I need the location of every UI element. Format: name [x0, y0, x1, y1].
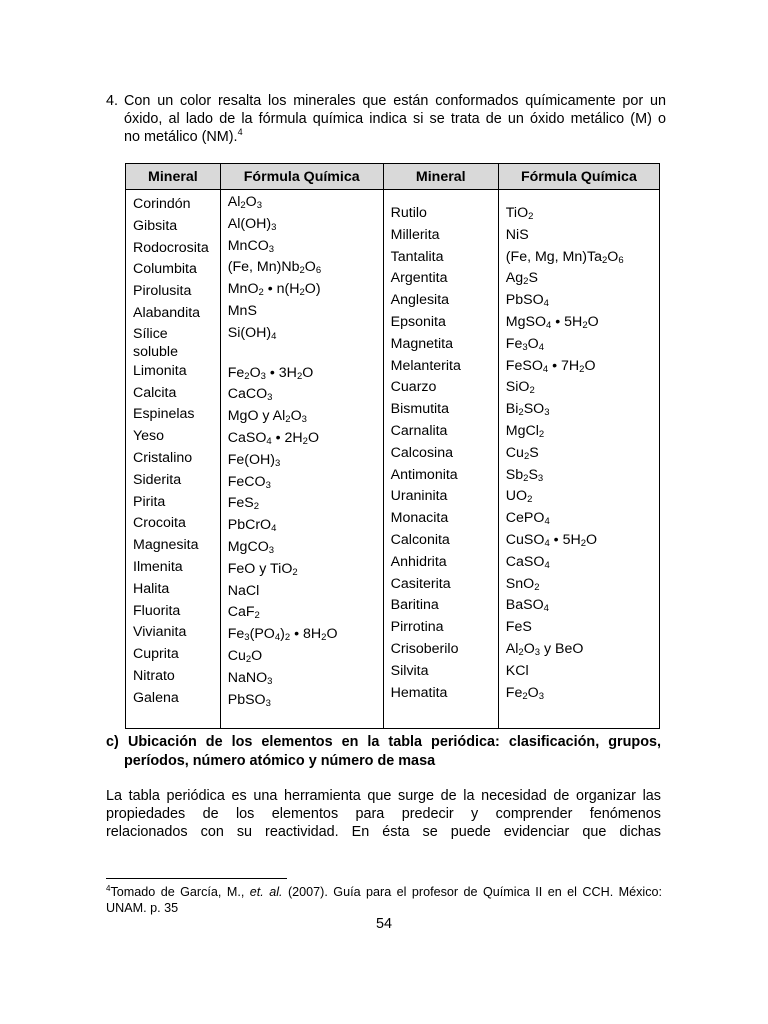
mineral-item: Pirolusita: [133, 283, 192, 300]
formula-item: $Al_2O_3$ y BeO: [505, 640, 584, 658]
formula-item: NaNO$_3$: [227, 669, 273, 687]
mineral-item: Crisoberilo: [390, 640, 459, 657]
formula-item: (Fe, $Mn)Nb_2O_6$: [227, 259, 322, 277]
paragraph-line: relacionados con su reactividad. En ésta se puede evidenciar que dichas: [106, 824, 661, 840]
mineral-item: Bismutita: [390, 401, 450, 418]
section-label: c): [106, 734, 119, 750]
formula-item: $Cu_2O$: [227, 647, 263, 665]
left-formulas-cell: [220, 190, 383, 729]
formula-item: $Fe_3O_4$: [505, 335, 544, 353]
mineral-item: Gibsita: [133, 217, 178, 234]
mineral-item: Millerita: [390, 226, 440, 243]
right-minerals-cell: [383, 190, 498, 729]
question-line: Con un color resalta los minerales que están conformados químicamente por un: [124, 93, 666, 109]
formula-item: BaSO$_4$: [505, 597, 549, 615]
formula-item: $Si(OH)_4$: [227, 324, 277, 342]
mineral-item: Pirrotina: [390, 619, 444, 636]
formula-item: FeSO$_4$ • $7H_2O$: [505, 357, 596, 375]
formula-item: CaSO$_4$: [505, 553, 550, 571]
formula-item: KCl: [505, 662, 529, 679]
formula-item: NiS: [505, 226, 529, 243]
footnote-line: UNAM. p. 35: [106, 901, 179, 915]
mineral-item: Silvita: [390, 662, 429, 679]
mineral-item: Epsonita: [390, 313, 446, 330]
page-number: 54: [375, 916, 392, 932]
paragraph-line: La tabla periódica es una herramienta que surge de la necesidad de organizar las: [106, 788, 661, 804]
mineral-item: Columbita: [133, 261, 197, 278]
question-text: [106, 92, 666, 146]
formula-item: $Bi_2SO_3$: [505, 401, 550, 419]
mineral-item: Tantalita: [390, 248, 444, 265]
mineral-item: Nitrato: [133, 667, 175, 684]
formula-item: MnCO$_3$: [227, 237, 275, 255]
question-line: no metálico (NM).: [124, 129, 238, 145]
question-line-last: [124, 128, 666, 146]
minerals-table: [125, 163, 660, 729]
mineral-item: Espinelas: [133, 406, 195, 423]
mineral-item: Corindón: [133, 196, 191, 212]
mineral-item: Rodocrosita: [133, 239, 209, 256]
formula-item: MgSO$_4$ • $5H_2O$: [505, 313, 599, 331]
formula-item: $Al_2O_3$: [227, 194, 262, 211]
mineral-item: Cuprita: [133, 646, 179, 663]
mineral-item: Pirita: [133, 493, 166, 510]
paragraph-line: propiedades de los elementos para predecir y comprender fenómenos: [106, 806, 661, 822]
table-body-row: [126, 190, 660, 729]
mineral-item: Alabandita: [133, 304, 201, 321]
formula-item: $Fe(OH)_3$: [227, 451, 281, 469]
formula-item: SnO$_2$: [505, 575, 540, 593]
formula-item: $Al(OH)_3$: [227, 215, 277, 233]
section-c-heading: [106, 733, 661, 771]
formula-item: MnO$_2$ • $n(H_2O)$: [227, 281, 321, 299]
mineral-item: Monacita: [390, 510, 449, 527]
mineral-item: Uraninita: [390, 488, 448, 505]
mineral-item: Calcita: [133, 384, 177, 401]
formula-item: CuSO$_4$ • $5H_2O$: [505, 531, 598, 549]
table-header-row: [126, 164, 660, 190]
mineral-item: Halita: [133, 580, 170, 597]
footnote-etal: et. al.: [249, 885, 283, 899]
mineral-item: Limonita: [133, 362, 187, 379]
formula-item: CaCO$_3$: [227, 386, 273, 404]
mineral-item: Sílice: [133, 325, 168, 342]
mineral-item: Magnesita: [133, 537, 199, 554]
formula-item: PbSO$_3$: [227, 691, 271, 709]
formula-item: MgCO$_3$: [227, 538, 275, 556]
mineral-item: Argentita: [390, 270, 448, 287]
formula-item: CePO$_4$: [505, 510, 550, 528]
mineral-item: Crocoita: [133, 515, 186, 532]
mineral-item: Carnalita: [390, 422, 448, 439]
formula-item: PbCrO$_4$: [227, 517, 277, 535]
footnote-line: [106, 884, 662, 900]
body-paragraph: [106, 787, 661, 841]
mineral-item: Calconita: [390, 531, 450, 548]
mineral-item: Cristalino: [133, 449, 193, 466]
mineral-item: Hematita: [390, 684, 448, 701]
question-4: [106, 92, 666, 146]
mineral-item: Galena: [133, 689, 179, 706]
header-mineral: Mineral: [383, 164, 498, 190]
formula-item: MnS: [227, 302, 257, 319]
mineral-item: Siderita: [133, 471, 182, 488]
formula-item: [221, 345, 383, 363]
question-line: óxido, al lado de la fórmula química indica si se trata de un óxido metálico (M) o: [124, 111, 666, 127]
formula-item: MgO y $Al_2O_3$: [227, 408, 307, 426]
formula-item: CaF$_2$: [227, 604, 260, 622]
mineral-item: Anhidrita: [390, 553, 447, 570]
left-minerals-cell: [126, 190, 221, 729]
formula-item: FeO y TiO$_2$: [227, 560, 298, 578]
footnote: [106, 884, 662, 916]
formula-item: $Fe_2O_3$ • $3H_2O$: [227, 364, 314, 382]
header-formula: Fórmula Química: [498, 164, 659, 190]
formula-item: (Fe, Mg, $Mn)Ta_2O_6$: [505, 248, 624, 266]
question-number: 4.: [106, 93, 119, 109]
formula-item: $Fe_2O_3$: [505, 684, 544, 702]
mineral-item: Casiterita: [390, 575, 451, 592]
formula-item: $Cu_2S$: [505, 444, 539, 462]
formula-item: CaSO$_4$ • $2H_2O$: [227, 429, 320, 447]
header-formula: Fórmula Química: [220, 164, 383, 190]
formula-item: PbSO$_4$: [505, 292, 549, 310]
formula-item: $Fe_3(PO_4)_2$ • $8H_2O$: [227, 626, 338, 644]
mineral-item: Rutilo: [390, 205, 427, 221]
section-title-line: períodos, número atómico y número de masa: [124, 753, 436, 769]
right-formulas-cell: [498, 190, 659, 729]
mineral-item: Magnetita: [390, 335, 453, 352]
formula-item: FeCO$_3$: [227, 473, 271, 491]
mineral-item: Anglesita: [390, 292, 450, 309]
mineral-item: Vivianita: [133, 624, 187, 641]
formula-item: $UO_2$: [505, 488, 533, 506]
footnote-reference: 4: [237, 127, 243, 138]
formula-item: SiO$_2$: [505, 379, 535, 397]
mineral-item: Melanterita: [390, 357, 461, 374]
mineral-item: Cuarzo: [390, 379, 437, 396]
formula-item: $Sb_2S_3$: [505, 466, 544, 484]
mineral-item: Antimonita: [390, 466, 458, 483]
footnote-author: Tomado de García, M.,: [110, 885, 245, 899]
mineral-item: Ilmenita: [133, 558, 183, 575]
header-mineral: Mineral: [126, 164, 221, 190]
mineral-item: Fluorita: [133, 602, 181, 619]
footnote-citation: (2007). Guía para el profesor de Química II en el CCH. México:: [287, 885, 663, 899]
footnote-mark: 4: [106, 883, 111, 893]
formula-item: MgCl$_2$: [505, 422, 545, 440]
formula-item: FeS$_2$: [227, 495, 260, 513]
formula-item: FeS: [505, 619, 532, 636]
mineral-item: Yeso: [133, 428, 165, 445]
mineral-item: soluble: [133, 343, 178, 360]
formula-item: TiO$_2$: [505, 205, 534, 222]
section-title-line: Ubicación de los elementos en la tabla periódica: clasificación, grupos,: [128, 734, 661, 750]
formula-item: NaCl: [227, 582, 260, 599]
footnote-divider: [106, 878, 287, 879]
mineral-item: Baritina: [390, 597, 439, 614]
formula-item: $Ag_2S$: [505, 270, 538, 288]
mineral-item: Calcosina: [390, 444, 453, 461]
